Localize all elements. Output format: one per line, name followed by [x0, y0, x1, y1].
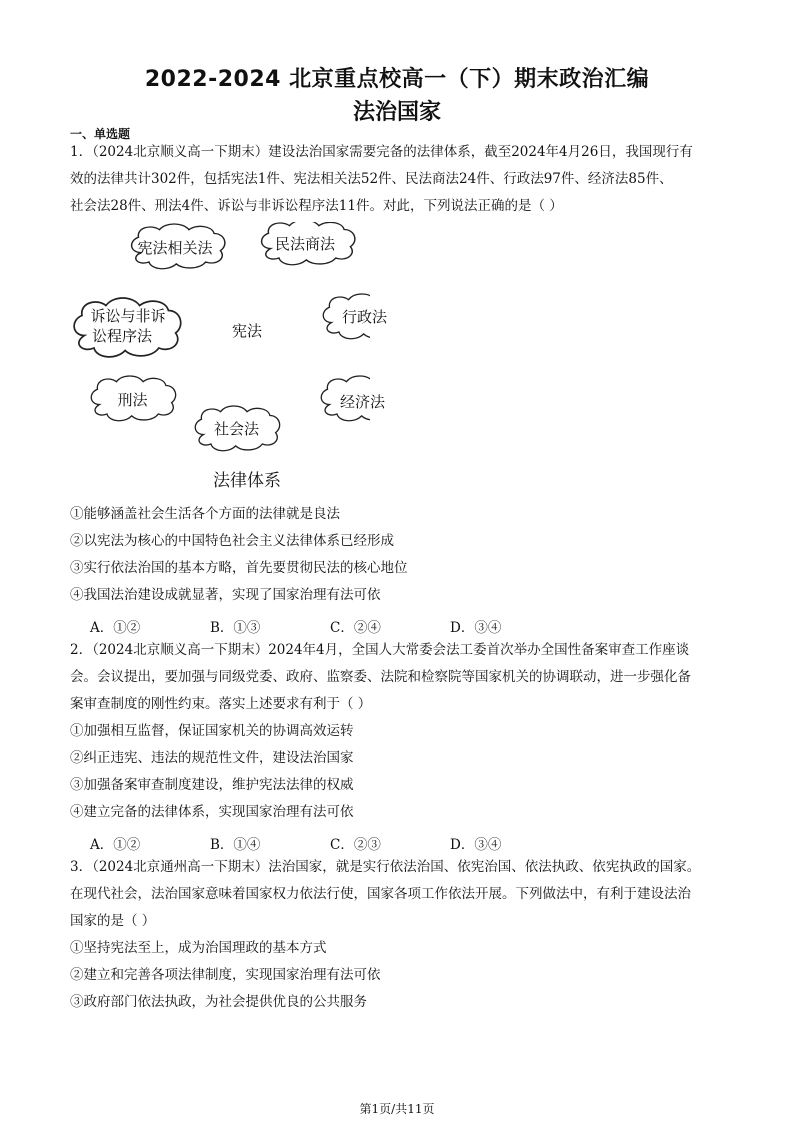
q1-options	[90, 616, 570, 636]
q1-option-c[interactable]: C．②④	[330, 620, 381, 636]
q3-stem-line-1: 3．（2024北京通州高一下期末）法治国家，就是实行依法治国、依宪治国、依法执政、依宪执政的国家。	[70, 859, 701, 875]
q1-option-a[interactable]: A．①②	[90, 620, 141, 636]
legal-system-diagram	[70, 222, 387, 497]
q1-option-d[interactable]: D．③④	[450, 620, 502, 636]
q1-statement-4: ④我国法治建设成就显著，实现了国家治理有法可依	[70, 587, 381, 603]
cloud-label-constitution-related: 宪法相关法	[137, 239, 213, 257]
q2-statement-4: ④建立完备的法律体系，实现国家治理有法可依	[70, 804, 354, 820]
page-footer: 第1页/共11页	[359, 1102, 435, 1116]
q1-option-b[interactable]: B．①③	[210, 620, 261, 636]
diagram-caption: 法律体系	[213, 471, 281, 491]
q2-options	[90, 833, 570, 853]
document-subtitle: 法治国家	[352, 100, 441, 125]
q2-statement-2: ②纠正违宪、违法的规范性文件，建设法治国家	[70, 750, 354, 766]
q1-stem-line-2: 效的法律共计302件，包括宪法1件、宪法相关法52件、民法商法24件、行政法97件、经济法85件、	[70, 171, 673, 187]
q1-statement-3: ③实行依法治国的基本方略，首先要贯彻民法的核心地位	[70, 560, 408, 576]
cloud-label-civil-commercial: 民法商法	[274, 235, 335, 253]
cloud-label-economic: 经济法	[339, 393, 385, 411]
cloud-shapes	[70, 222, 370, 497]
q2-option-c[interactable]: C．②③	[330, 837, 381, 853]
section-heading: 一、单选题	[70, 127, 131, 141]
cloud-label-administrative: 行政法	[341, 308, 387, 326]
cloud-label-procedural-1: 诉讼与非诉	[90, 307, 166, 325]
q2-statement-1: ①加强相互监督，保证国家机关的协调高效运转	[70, 723, 354, 739]
document-title: 2022-2024 北京重点校高一（下）期末政治汇编	[144, 67, 650, 92]
cloud-label-criminal: 刑法	[117, 391, 148, 409]
cloud-label-social: 社会法	[213, 420, 259, 438]
q2-stem-line-1: 2．（2024北京顺义高一下期末）2024年4月，全国人大常委会法工委首次举办全国性备案审查工作座谈	[70, 642, 690, 658]
q1-statement-2: ②以宪法为核心的中国特色社会主义法律体系已经形成	[70, 533, 394, 549]
q1-stem-line-1: 1．（2024北京顺义高一下期末）建设法治国家需要完备的法律体系，截至2024年4月26日，我国现行有	[70, 144, 693, 160]
diagram-center-label: 宪法	[232, 322, 263, 340]
q1-statement-1: ①能够涵盖社会生活各个方面的法律就是良法	[70, 506, 340, 522]
q2-option-b[interactable]: B．①④	[210, 837, 261, 853]
cloud-label-procedural-2: 讼程序法	[91, 327, 152, 345]
q3-statement-3: ③政府部门依法执政，为社会提供优良的公共服务	[70, 994, 367, 1010]
q3-stem-line-3: 国家的是（ ）	[70, 913, 156, 929]
q2-statement-3: ③加强备案审查制度建设，维护宪法法律的权威	[70, 777, 354, 793]
q3-stem-line-2: 在现代社会，法治国家意味着国家权力依法行使，国家各项工作依法开展。下列做法中，有利于建设法治	[70, 886, 691, 902]
q2-option-d[interactable]: D．③④	[450, 837, 502, 853]
q2-stem-line-2: 会。会议提出，要加强与同级党委、政府、监察委、法院和检察院等国家机关的协调联动，进一步强化备	[70, 669, 691, 685]
q3-statement-1: ①坚持宪法至上，成为治国理政的基本方式	[70, 940, 327, 956]
q2-stem-line-3: 案审查制度的刚性约束。落实上述要求有利于（ ）	[70, 696, 372, 712]
q3-statement-2: ②建立和完善各项法律制度，实现国家治理有法可依	[70, 967, 381, 983]
q2-option-a[interactable]: A．①②	[90, 837, 141, 853]
q1-stem-line-3: 社会法28件、刑法4件、诉讼与非诉讼程序法11件。对此，下列说法正确的是（ ）	[70, 198, 563, 214]
